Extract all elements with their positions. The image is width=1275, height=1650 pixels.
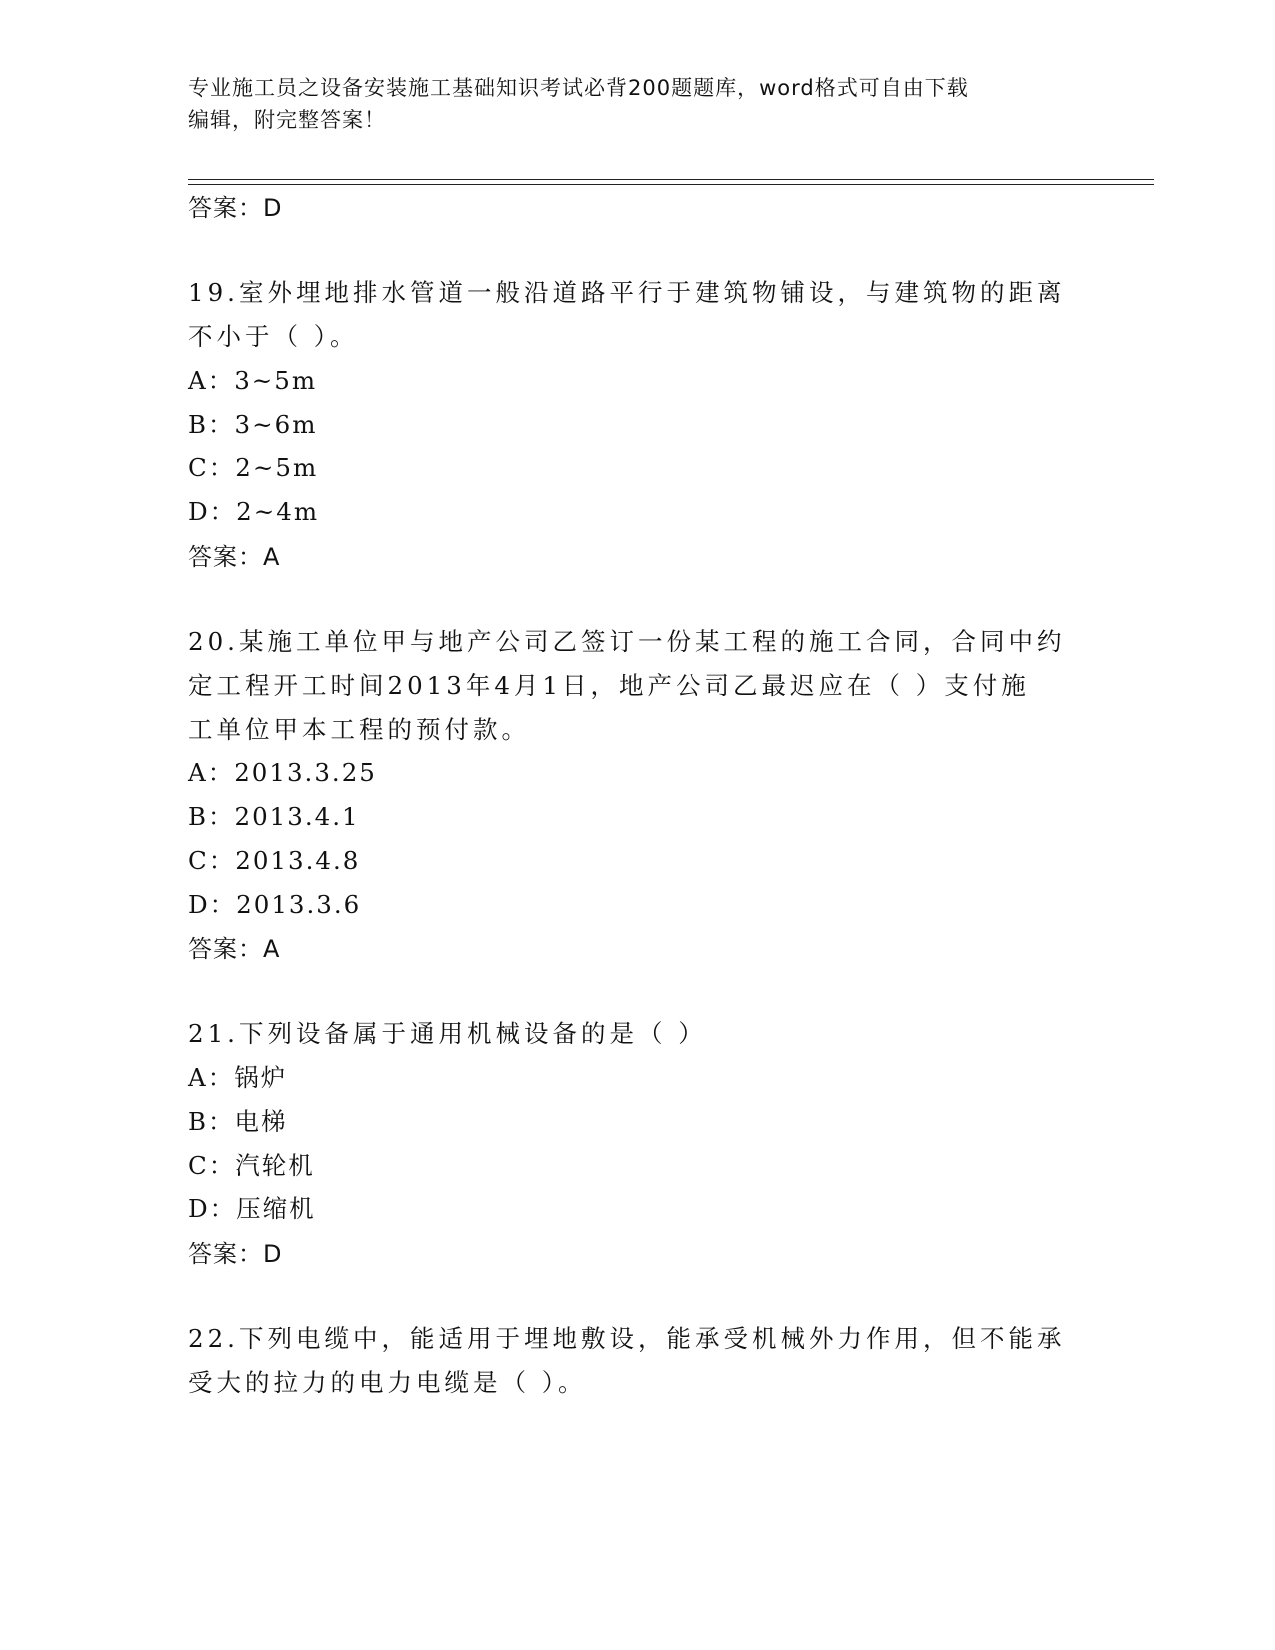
question-20-text-line-2: 定工程开工时间2013年4月1日，地产公司乙最迟应在（ ）支付施 (188, 671, 1030, 700)
header-rule-top (188, 179, 1154, 180)
question-20-text-line-1: 20.某施工单位甲与地产公司乙签订一份某工程的施工合同，合同中约 (188, 627, 1066, 656)
question-20-text-line-3: 工单位甲本工程的预付款。 (188, 715, 530, 744)
question-20-option-a: A：2013.3.25 (188, 758, 377, 787)
answer-21: 答案：D (188, 1240, 283, 1268)
question-19-option-d: D：2~4m (188, 497, 320, 526)
answer-20: 答案：A (188, 935, 281, 963)
question-19-option-a: A：3~5m (188, 366, 318, 395)
question-19-option-b: B：3~6m (188, 410, 318, 439)
question-19-option-c: C：2~5m (188, 453, 319, 482)
answer-18: 答案：D (188, 194, 283, 222)
header-line-2: 编辑，附完整答案！ (188, 108, 386, 132)
question-21-option-b: B：电梯 (188, 1107, 288, 1136)
question-22-text-line-1: 22.下列电缆中，能适用于埋地敷设，能承受机械外力作用，但不能承 (188, 1324, 1066, 1353)
question-21-option-d: D：压缩机 (188, 1194, 316, 1223)
question-19-text-line-1: 19.室外埋地排水管道一般沿道路平行于建筑物铺设，与建筑物的距离 (188, 278, 1066, 307)
question-21-option-a: A：锅炉 (188, 1063, 288, 1092)
answer-19: 答案：A (188, 543, 281, 571)
question-22-text-line-2: 受大的拉力的电力电缆是（ ）。 (188, 1368, 587, 1397)
question-19-text-line-2: 不小于（ ）。 (188, 322, 359, 351)
page-header (188, 72, 1068, 136)
question-20-option-d: D：2013.3.6 (188, 890, 362, 919)
question-20-option-b: B：2013.4.1 (188, 802, 360, 831)
question-21-text-line-1: 21.下列设备属于通用机械设备的是（ ） (188, 1019, 707, 1048)
question-21-option-c: C：汽轮机 (188, 1151, 315, 1180)
question-20-option-c: C：2013.4.8 (188, 846, 361, 875)
header-line-1: 专业施工员之设备安装施工基础知识考试必背200题题库，word格式可自由下载 (188, 76, 969, 100)
header-rule-bottom (188, 184, 1154, 185)
